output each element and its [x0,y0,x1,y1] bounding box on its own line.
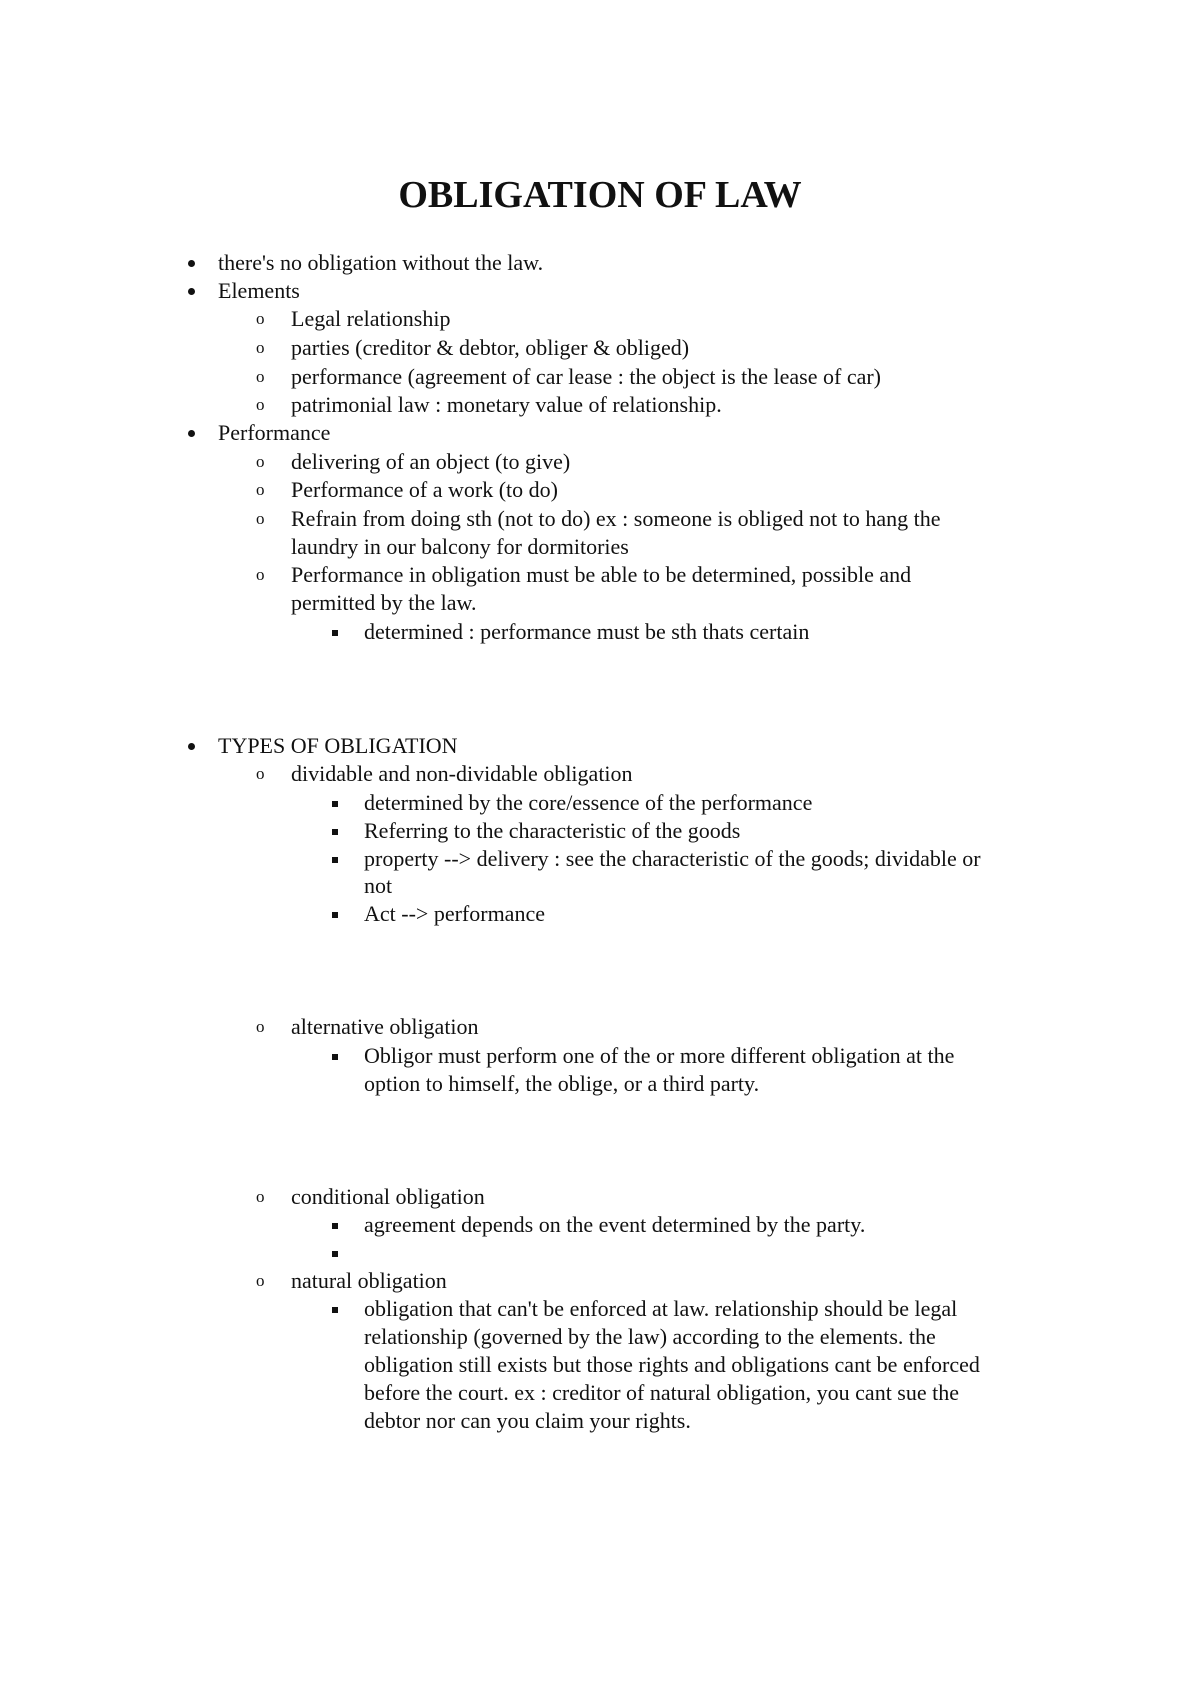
sub-bullet-marker: o [256,367,265,386]
sub-bullet-marker: o [256,480,265,499]
list-item: delivering of an object (to give) [291,449,571,474]
list-item: parties (creditor & debtor, obliger & obliged) [291,335,690,360]
list-item-continuation: laundry in our balcony for dormitories [291,534,629,559]
list-item-continuation: obligation still exists but those rights and obligations cant be enforced [364,1352,980,1377]
list-item-continuation: not [364,873,393,898]
list-item: performance (agreement of car lease : the object is the lease of car) [291,364,882,389]
sub-bullet-marker: o [256,764,265,783]
list-item: there's no obligation without the law. [218,250,544,275]
list-item: patrimonial law : monetary value of relationship. [291,392,722,417]
list-item: Refrain from doing sth (not to do) ex : someone is obliged not to hang the [291,506,941,531]
list-item: Performance of a work (to do) [291,477,558,502]
list-item: Referring to the characteristic of the goods [364,818,741,843]
list-item-continuation: before the court. ex : creditor of natural obligation, you cant sue the [364,1380,960,1405]
list-item: Performance in obligation must be able to be determined, possible and [291,562,912,587]
sub-bullet-marker: o [256,338,265,357]
page-title: OBLIGATION OF LAW [398,174,802,216]
list-item-continuation: debtor nor can you claim your rights. [364,1408,691,1433]
list-item: agreement depends on the event determined by the party. [364,1212,866,1237]
list-item: determined : performance must be sth thats certain [364,619,810,644]
sub-bullet-marker: o [256,452,265,471]
sub-bullet-marker: o [256,1271,265,1290]
list-item: determined by the core/essence of the performance [364,790,813,815]
list-item-continuation: relationship (governed by the law) according to the elements. the [364,1324,936,1349]
sub-bullet-marker: o [256,565,265,584]
sub-bullet-marker: o [256,509,265,528]
list-item: alternative obligation [291,1014,479,1039]
list-item: dividable and non-dividable obligation [291,761,633,786]
list-item: Obligor must perform one of the or more different obligation at the [364,1043,955,1068]
list-item: obligation that can't be enforced at law. relationship should be legal [364,1296,958,1321]
list-item: Performance [218,420,331,445]
list-item: TYPES OF OBLIGATION [218,733,458,758]
list-item: property --> delivery : see the characteristic of the goods; dividable or [364,846,981,871]
list-item: Legal relationship [291,306,451,331]
list-item: natural obligation [291,1268,447,1293]
sub-bullet-marker: o [256,1017,265,1036]
list-item: Act --> performance [364,901,545,926]
sub-bullet-marker: o [256,309,265,328]
list-item: conditional obligation [291,1184,485,1209]
list-item-continuation: permitted by the law. [291,590,477,615]
list-item-continuation: option to himself, the oblige, or a third party. [364,1071,760,1096]
sub-bullet-marker: o [256,395,265,414]
sub-bullet-marker: o [256,1187,265,1206]
list-item: Elements [218,278,300,303]
